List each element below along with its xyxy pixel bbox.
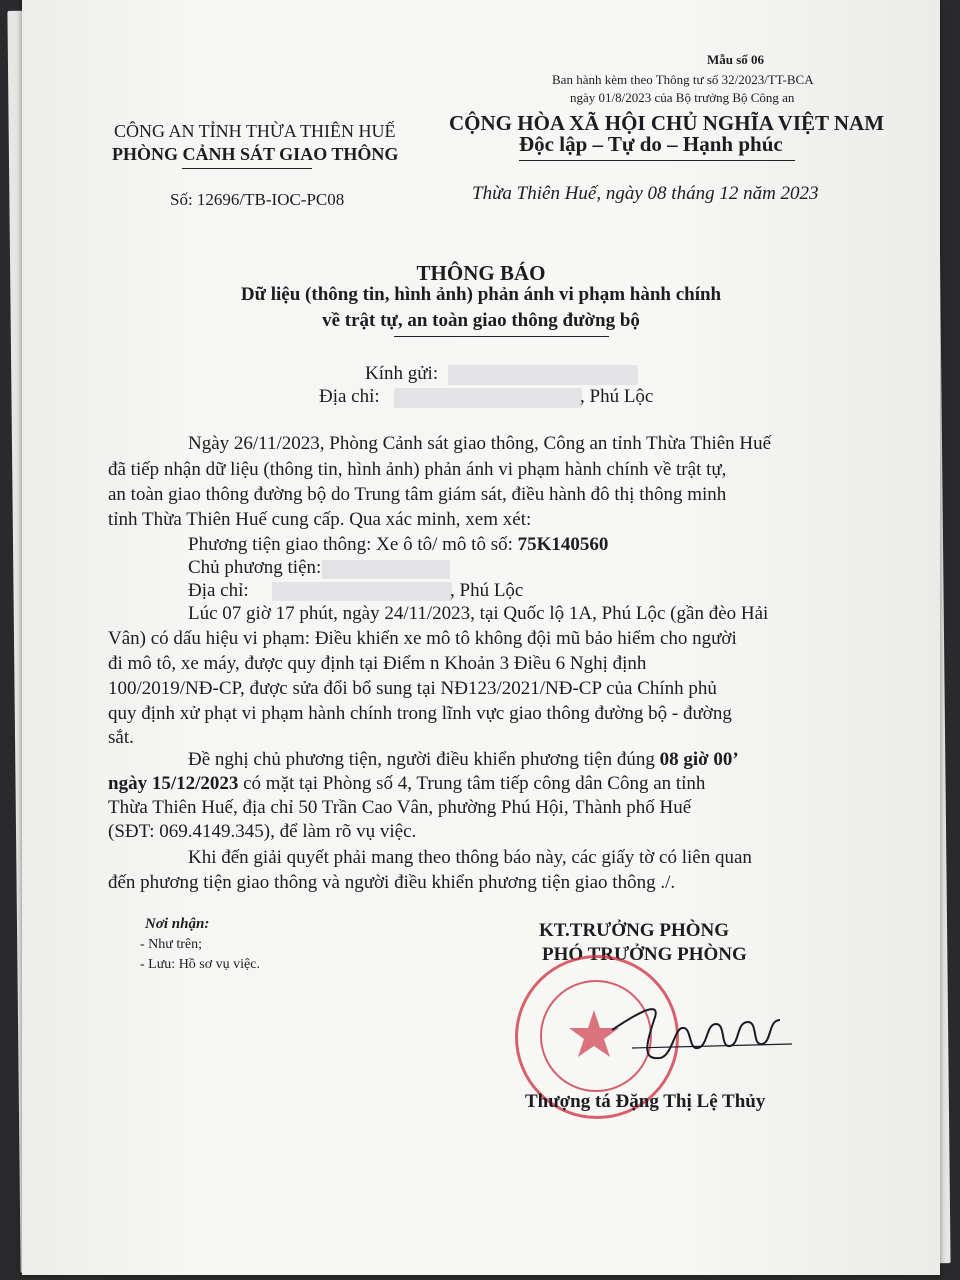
recipients-item-1: - Như trên;: [140, 937, 203, 952]
redacted-owner: [322, 560, 450, 579]
recipients-label: Nơi nhận:: [145, 916, 210, 932]
title-underline: [394, 336, 609, 337]
request-line3: Thừa Thiên Huế, địa chỉ 50 Trần Cao Vân, phường Phú Hội, Thành phố Huế: [108, 797, 692, 818]
owner-address-label: Địa chỉ:: [188, 580, 249, 601]
violation-line1: Lúc 07 giờ 17 phút, ngày 24/11/2023, tại Quốc lộ 1A, Phú Lộc (gần đèo Hải: [188, 603, 769, 624]
national-motto: Độc lập – Tự do – Hạnh phúc: [519, 132, 783, 156]
place-date: Thừa Thiên Huế, ngày 08 tháng 12 năm 2023: [472, 183, 819, 204]
request-line2: [108, 773, 705, 795]
closing-line1: Khi đến giải quyết phải mang theo thông báo này, các giấy tờ có liên quan: [188, 847, 752, 868]
redacted-recipient: [448, 365, 638, 385]
dia-chi-label: Địa chỉ:: [319, 386, 380, 407]
request-line1: [188, 749, 739, 771]
signer-authority: KT.TRƯỞNG PHÒNG: [539, 920, 729, 941]
agency-name: PHÒNG CẢNH SÁT GIAO THÔNG: [112, 144, 399, 164]
para1-line3: an toàn giao thông đường bộ do Trung tâm giám sát, điều hành đô thị thông minh: [108, 484, 727, 505]
violation-line3: đi mô tô, xe máy, được quy định tại Điểm n Khoản 3 Điều 6 Nghị định: [108, 653, 647, 674]
owner-label: Chủ phương tiện:: [188, 557, 322, 578]
redacted-address: [394, 388, 582, 408]
request-time: 08 giờ 00’: [659, 749, 739, 770]
doc-number: Số: 12696/TB-IOC-PC08: [170, 190, 345, 209]
violation-line6: sắt.: [108, 727, 134, 748]
doc-title: THÔNG BÁO: [416, 261, 546, 285]
document-page: [22, 0, 940, 1275]
agency-underline: [182, 168, 312, 169]
owner-address-suffix: , Phú Lộc: [450, 580, 524, 601]
violation-line2: Vân) có dấu hiệu vi phạm: Điều khiển xe mô tô không đội mũ bảo hiểm cho người: [108, 628, 737, 649]
violation-line5: quy định xử phạt vi phạm hành chính trong lĩnh vực giao thông đường bộ - đường: [108, 703, 732, 724]
signer-name: Thượng tá Đặng Thị Lệ Thủy: [525, 1091, 766, 1112]
request-text-1: Đề nghị chủ phương tiện, người điều khiển phương tiện đúng: [188, 749, 655, 770]
signer-title: PHÓ TRƯỞNG PHÒNG: [542, 944, 747, 965]
national-title: CỘNG HÒA XÃ HỘI CHỦ NGHĨA VIỆT NAM: [449, 111, 885, 135]
agency-parent: CÔNG AN TỈNH THỪA THIÊN HUẾ: [114, 121, 396, 141]
issued-with: Ban hành kèm theo Thông tư số 32/2023/TT-BCA: [552, 72, 814, 87]
form-number: Mẫu số 06: [707, 52, 765, 67]
recipients-item-2: - Lưu: Hồ sơ vụ việc.: [140, 957, 260, 972]
request-text-2: có mặt tại Phòng số 4, Trung tâm tiếp công dân Công an tỉnh: [238, 773, 706, 794]
vehicle-plate: 75K140560: [517, 534, 609, 555]
para1-line1: Ngày 26/11/2023, Phòng Cảnh sát giao thông, Công an tỉnh Thừa Thiên Huế: [188, 433, 772, 454]
closing-line2: đến phương tiện giao thông và người điều khiển phương tiện giao thông ./.: [108, 872, 676, 893]
vehicle-label: Phương tiện giao thông: Xe ô tô/ mô tô số:: [188, 534, 513, 555]
request-line4: (SĐT: 069.4149.345), để làm rõ vụ việc.: [108, 821, 417, 842]
issued-date: ngày 01/8/2023 của Bộ trưởng Bộ Công an: [570, 90, 795, 105]
para1-line4: tỉnh Thừa Thiên Huế cung cấp. Qua xác minh, xem xét:: [108, 509, 532, 530]
doc-subtitle-1: Dữ liệu (thông tin, hình ảnh) phản ánh vi phạm hành chính: [240, 284, 722, 305]
violation-line4: 100/2019/NĐ-CP, được sửa đổi bổ sung tại NĐ123/2021/NĐ-CP của Chính phủ: [108, 678, 717, 699]
dia-chi-suffix: , Phú Lộc: [580, 386, 654, 407]
para1-line2: đã tiếp nhận dữ liệu (thông tin, hình ảnh) phản ánh vi phạm hành chính về trật tự,: [108, 459, 727, 480]
vehicle-line: [188, 534, 608, 556]
handwritten-signature: [602, 990, 802, 1070]
request-date: ngày 15/12/2023: [108, 773, 239, 794]
redacted-owner-address: [272, 582, 452, 601]
doc-subtitle-2: về trật tự, an toàn giao thông đường bộ: [322, 310, 640, 331]
motto-underline: [519, 160, 795, 161]
kinh-gui-label: Kính gửi:: [365, 363, 439, 384]
